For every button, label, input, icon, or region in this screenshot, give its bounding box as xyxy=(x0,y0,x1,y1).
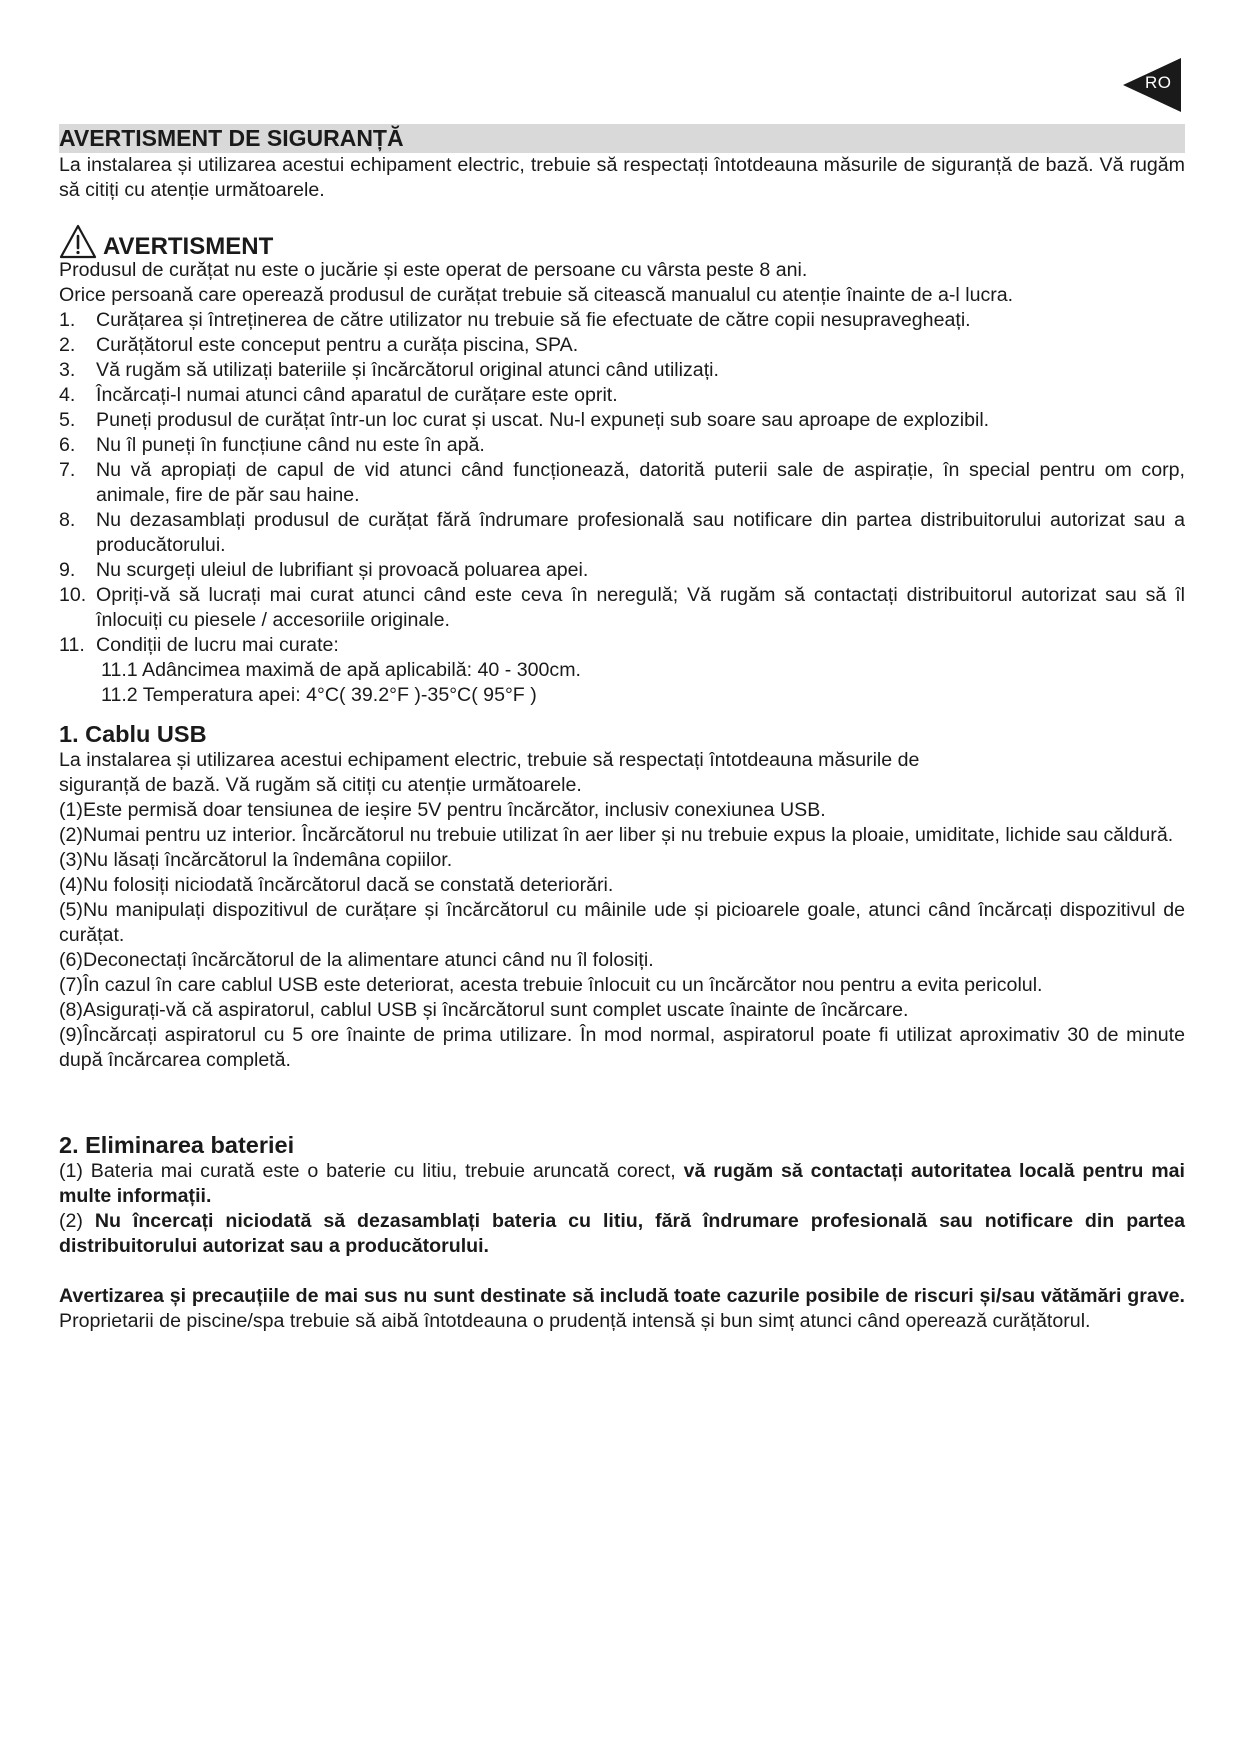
usb-intro-line: La instalarea și utilizarea acestui echipament electric, trebuie să respectați întotdeauna măsurile de xyxy=(59,749,920,771)
warning-heading xyxy=(59,215,273,261)
list-number: 11. xyxy=(59,634,85,656)
list-number: 1. xyxy=(59,309,76,331)
usb-item: (6)Deconectați încărcătorul de la alimentare atunci când nu îl folosiți. xyxy=(59,949,654,971)
battery-item-text: (1) Bateria mai curată este o baterie cu litiu, trebuie aruncată corect, xyxy=(59,1160,684,1182)
list-text: Nu dezasamblați produsul de curățat fără îndrumare profesională sau notificare din partea distribuitorului autorizat sau a producătorului. xyxy=(96,509,1185,556)
closing-paragraph xyxy=(59,1284,1185,1334)
warning-line: Produsul de curățat nu este o jucărie și este operat de persoane cu vârsta peste 8 ani. xyxy=(59,259,808,281)
warning-body xyxy=(59,258,1185,708)
safety-intro: La instalarea și utilizarea acestui echipament electric, trebuie să respectați întotdeauna măsurile de siguranță de bază. Vă rugăm să citiți cu atenție următoarele. xyxy=(59,154,1185,201)
list-number: 10. xyxy=(59,584,87,606)
list-text: Vă rugăm să utilizați bateriile și încărcătorul original atunci când utilizați. xyxy=(96,359,719,381)
battery-item xyxy=(59,1209,1185,1259)
battery-item-emphasis: vă rugăm să contactați autoritatea locală pentru mai multe informații. xyxy=(59,1160,1185,1207)
usb-item: (4)Nu folosiți niciodată încărcătorul dacă se constată deteriorări. xyxy=(59,874,614,896)
list-item xyxy=(59,458,1185,508)
usb-item: (7)În cazul în care cablul USB este deteriorat, acesta trebuie înlocuit cu un încărcător nou pentru a evita pericolul. xyxy=(59,974,1043,996)
list-item xyxy=(59,433,1185,458)
list-item xyxy=(59,358,1185,383)
warning-list xyxy=(59,308,1185,658)
list-item xyxy=(59,633,1185,658)
list-number: 9. xyxy=(59,559,76,581)
usb-item: (8)Asigurați-vă că aspiratorul, cablul USB și încărcătorul sunt complet uscate înainte de încărcare. xyxy=(59,999,909,1021)
list-text: Curățătorul este conceput pentru a curăța piscina, SPA. xyxy=(96,334,579,356)
list-item xyxy=(59,333,1185,358)
list-text: Nu vă apropiați de capul de vid atunci când funcționează, datorită puterii sale de aspirație, în special pentru om corp, animale, fire de păr sau haine. xyxy=(96,459,1185,506)
list-text: Condiții de lucru mai curate: xyxy=(96,634,339,656)
usb-item: (2)Numai pentru uz interior. Încărcătorul nu trebuie utilizat în aer liber și nu trebuie expus la ploaie, umiditate, lichide sau căldură. xyxy=(59,824,1174,846)
list-item xyxy=(59,583,1185,633)
sub-item: 11.2 Temperatura apei: 4°C( 39.2°F )-35°C( 95°F ) xyxy=(101,684,537,706)
list-text: Nu îl puneți în funcțiune când nu este în apă. xyxy=(96,434,485,456)
usb-section-body xyxy=(59,748,1185,1073)
usb-item: (3)Nu lăsați încărcătorul la îndemâna copiilor. xyxy=(59,849,453,871)
battery-section-body xyxy=(59,1159,1185,1259)
language-label: RO xyxy=(1145,73,1172,92)
list-text: Curățarea și întreținerea de către utilizator nu trebuie să fie efectuate de către copii nesupravegheați. xyxy=(96,309,971,331)
list-text: Opriți-vă să lucrați mai curat atunci când este ceva în neregulă; Vă rugăm să contactați distribuitorul autorizat sau să îl înlocuiți cu piesele / accesoriile originale. xyxy=(96,584,1185,631)
list-number: 5. xyxy=(59,409,76,431)
warning-triangle-icon xyxy=(59,223,97,261)
list-number: 4. xyxy=(59,384,76,406)
safety-warning-title: AVERTISMENT DE SIGURANȚĂ xyxy=(59,124,1185,153)
usb-item: (1)Este permisă doar tensiunea de ieșire 5V pentru încărcător, inclusiv conexiunea USB. xyxy=(59,799,826,821)
list-number: 2. xyxy=(59,334,76,356)
battery-item xyxy=(59,1159,1185,1209)
usb-intro-line: siguranță de bază. Vă rugăm să citiți cu atenție următoarele. xyxy=(59,774,582,796)
closing-emphasis: Avertizarea și precauțiile de mai sus nu sunt destinate să includă toate cazurile posibile de riscuri și/sau vătămări grave. xyxy=(59,1285,1185,1307)
usb-section-title: 1. Cablu USB xyxy=(59,721,207,747)
list-item xyxy=(59,383,1185,408)
list-item xyxy=(59,508,1185,558)
usb-item: (5)Nu manipulați dispozitivul de curățare și încărcătorul cu mâinile ude și picioarele goale, atunci când încărcați dispozitivul de curățat. xyxy=(59,899,1185,946)
list-number: 7. xyxy=(59,459,76,481)
list-text: Încărcați-l numai atunci când aparatul de curățare este oprit. xyxy=(96,384,618,406)
warning-title: AVERTISMENT xyxy=(103,233,274,260)
usb-item: (9)Încărcați aspiratorul cu 5 ore înainte de prima utilizare. În mod normal, aspiratorul poate fi utilizat aproximativ 30 de minute după încărcarea completă. xyxy=(59,1024,1185,1071)
sub-item: 11.1 Adâncimea maximă de apă aplicabilă: 40 - 300cm. xyxy=(101,659,581,681)
list-text: Puneți produsul de curățat într-un loc curat și uscat. Nu-l expuneți sub soare sau aproape de explozibil. xyxy=(96,409,990,431)
list-item xyxy=(59,408,1185,433)
closing-text: Proprietarii de piscine/spa trebuie să aibă întotdeauna o prudență intensă și bun simț atunci când operează curățătorul. xyxy=(59,1310,1091,1332)
language-tab xyxy=(1123,58,1181,112)
closing-note xyxy=(59,1284,1185,1334)
battery-section-title: 2. Eliminarea bateriei xyxy=(59,1132,295,1158)
list-text: Nu scurgeți uleiul de lubrifiant și provoacă poluarea apei. xyxy=(96,559,589,581)
battery-item-text: (2) xyxy=(59,1210,95,1232)
warning-line: Orice persoană care operează produsul de curățat trebuie să citească manualul cu atenție înainte de a-l lucra. xyxy=(59,284,1014,306)
battery-item-emphasis: Nu încercați niciodată să dezasamblați bateria cu litiu, fără îndrumare profesională sau notificare din partea distribuitorului autorizat sau a producătorului. xyxy=(59,1210,1185,1257)
list-item xyxy=(59,308,1185,333)
list-item xyxy=(59,558,1185,583)
list-number: 8. xyxy=(59,509,76,531)
list-number: 6. xyxy=(59,434,76,456)
list-number: 3. xyxy=(59,359,76,381)
